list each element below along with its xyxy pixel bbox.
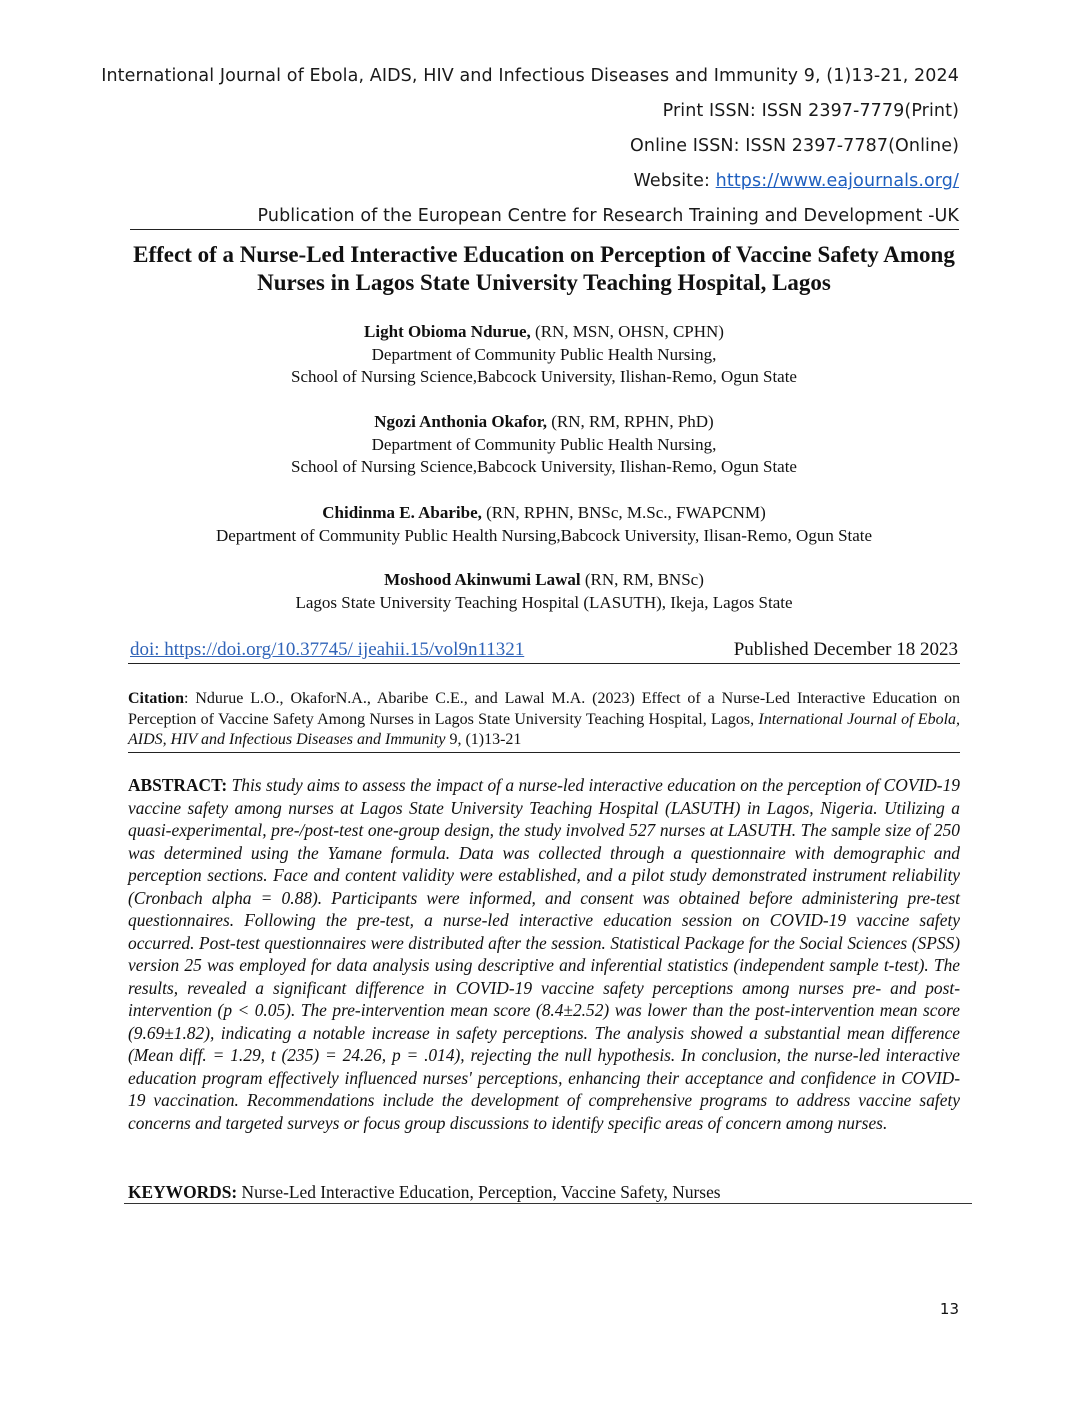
website-link[interactable]: https://www.eajournals.org/	[715, 171, 959, 191]
print-issn: Print ISSN: ISSN 2397-7779(Print)	[662, 101, 959, 121]
author-name: Chidinma E. Abaribe,	[322, 503, 482, 522]
published-date: Published December 18 2023	[733, 639, 958, 660]
author-affiliation: Department of Community Public Health Nursing,	[371, 434, 717, 454]
website-line	[634, 171, 959, 191]
keywords-divider	[124, 1203, 972, 1204]
keywords-label: KEYWORDS:	[128, 1182, 238, 1202]
author-credentials: (RN, MSN, OHSN, CPHN)	[530, 322, 724, 341]
citation-text: : Ndurue L.O., OkaforN.A., Abaribe C.E., and Lawal M.A. (2023) Effect of a Nurse-Led Interactive Education on Perception of Vaccine Safety Among Nurses in Lagos State University Teaching Hospital, Lagos,	[128, 690, 960, 728]
citation-volume: 9, (1)13-21	[445, 731, 522, 748]
abstract-text: This study aims to assess the impact of a nurse-led interactive education on the perception of COVID-19 vaccine safety among nurses at Lagos State University Teaching Hospital (LASUTH) in Lagos, Nigeria. Utilizing a quasi-experimental, pre-/post-test one-group design, the study involved 527 nurses at LASUTH. The sample size of 250 was determined using the Yamane formula. Data was collected through a questionnaire with demographic and perception sections. Face and content validity were established, and a pilot study demonstrated instrument reliability (Cronbach alpha = 0.88). Participants were informed, and consent was obtained before administering pre-test questionnaires. Following the pre-test, a nurse-led interactive education session on COVID-19 vaccine safety occurred. Post-test questionnaires were distributed after the session. Statistical Package for the Social Sciences (SPSS) version 25 was employed for data analysis using descriptive and inferential statistics (independent sample t-test). The results, revealed a significant difference in COVID-19 vaccine safety perceptions among nurses pre- and post-intervention (p < 0.05). The pre-intervention mean score (8.4±2.52) was lower than the post-intervention mean score (9.69±1.82), indicating a notable increase in safety perceptions. The analysis showed a substantial mean difference (Mean diff. = 1.29, t (235) = 24.26, p = .014), rejecting the null hypothesis. In conclusion, the nurse-led interactive education program effectively influenced nurses' perceptions, enhancing their acceptance and confidence in COVID-19 vaccination. Recommendations include the development of comprehensive programs to address vaccine safety concerns and targeted surveys or focus group discussions to identify specific areas of concern among nurses.	[128, 775, 960, 1133]
website-label: Website:	[633, 171, 716, 191]
author-credentials: (RN, RM, RPHN, PhD)	[546, 412, 714, 431]
keywords-text: Nurse-Led Interactive Education, Perception, Vaccine Safety, Nurses	[237, 1182, 721, 1202]
journal-header-line: International Journal of Ebola, AIDS, HIV and Infectious Diseases and Immunity 9, (1)13-21, 2024	[101, 66, 959, 86]
author-block-3	[128, 502, 960, 547]
author-credentials: (RN, RPHN, BNSc, M.Sc., FWAPCNM)	[481, 503, 766, 522]
author-affiliation: School of Nursing Science,Babcock University, Ilishan-Remo, Ogun State	[291, 457, 797, 476]
author-affiliation: Department of Community Public Health Nursing,	[371, 344, 717, 364]
author-block-1	[128, 321, 960, 389]
author-name: Moshood Akinwumi Lawal	[384, 570, 581, 589]
abstract-label: ABSTRACT:	[128, 775, 228, 795]
author-block-2	[128, 411, 960, 479]
author-name-line	[128, 569, 960, 592]
author-name-line	[128, 321, 960, 344]
citation-label: Citation	[128, 690, 184, 707]
header-divider	[130, 229, 959, 230]
author-name: Light Obioma Ndurue,	[364, 322, 531, 341]
author-affiliation: Department of Community Public Health Nursing,Babcock University, Ilisan-Remo, Ogun State	[215, 525, 873, 545]
paper-title: Effect of a Nurse-Led Interactive Education on Perception of Vaccine Safety Among Nurses in Lagos State University Teaching Hospital, Lagos	[133, 242, 955, 295]
author-credentials: (RN, RM, BNSc)	[580, 570, 704, 589]
doi-link[interactable]: doi: https://doi.org/10.37745/ ijeahii.15/vol9n11321	[130, 639, 525, 660]
author-name: Ngozi Anthonia Okafor,	[374, 412, 547, 431]
author-affiliation: Lagos State University Teaching Hospital (LASUTH), Ikeja, Lagos State	[295, 592, 793, 612]
online-issn: Online ISSN: ISSN 2397-7787(Online)	[630, 136, 959, 156]
citation-journal: International Journal of Ebola, AIDS, HIV and Infectious Diseases and Immunity	[128, 710, 961, 748]
citation	[128, 689, 960, 753]
abstract	[128, 774, 960, 1134]
author-affiliation: School of Nursing Science,Babcock University, Ilishan-Remo, Ogun State	[291, 367, 797, 386]
keywords	[128, 1181, 960, 1203]
doi-row	[128, 639, 960, 664]
author-block-4	[128, 569, 960, 614]
author-name-line	[128, 411, 960, 434]
page-number: 13	[939, 1300, 959, 1318]
publisher-line: Publication of the European Centre for Research Training and Development -UK	[257, 206, 959, 226]
author-name-line	[128, 502, 960, 525]
